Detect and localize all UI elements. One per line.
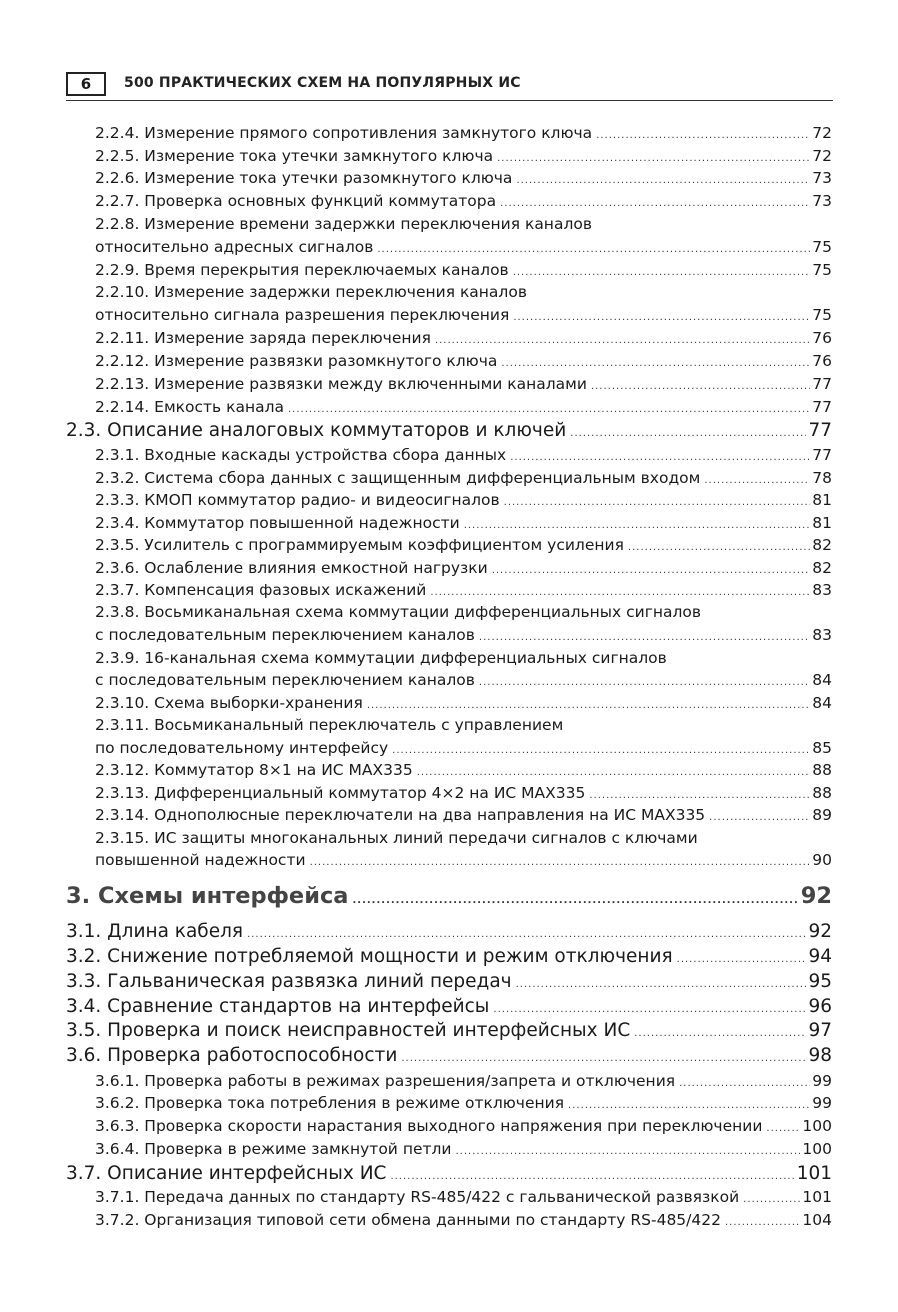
dot-leader	[704, 469, 810, 487]
toc-page-number: 96	[808, 996, 832, 1017]
dot-leader	[497, 147, 810, 165]
toc-page-number: 98	[808, 1045, 832, 1066]
dot-leader	[570, 420, 806, 441]
toc-entry-title: 2.2.6. Измерение тока утечки разомкнутого ключа	[95, 169, 513, 187]
toc-page-number: 72	[812, 124, 832, 142]
dot-leader	[401, 1045, 806, 1066]
toc-page-number: 84	[812, 671, 832, 689]
toc-page-number: 90	[812, 851, 832, 869]
toc-page-number: 77	[808, 420, 832, 441]
dot-leader	[677, 946, 807, 967]
toc-page-number: 76	[812, 352, 832, 370]
dot-leader	[513, 306, 810, 324]
toc-entry-title: 2.3.6. Ослабление влияния емкостной нагрузки	[95, 559, 488, 577]
toc-entry-title: 2.3.4. Коммутатор повышенной надежности	[95, 514, 460, 532]
dot-leader	[479, 626, 810, 644]
toc-section[interactable]	[66, 996, 832, 1017]
toc-subsection[interactable]	[95, 1188, 832, 1206]
toc-entry-first-line: 2.3.11. Восьмиканальный переключатель с управлением	[95, 716, 564, 734]
dot-leader	[456, 1140, 801, 1158]
toc-entry-title: 3.6.3. Проверка скорости нарастания выходного напряжения при переключении	[95, 1117, 763, 1135]
dot-leader	[377, 238, 810, 256]
toc-page-number: 97	[808, 1020, 832, 1041]
toc-page-number: 83	[812, 626, 832, 644]
toc-entry-title: 2.3.12. Коммутатор 8×1 на ИС MAX335	[95, 761, 413, 779]
toc-page-number: 82	[812, 559, 832, 577]
toc-entry-title: относительно сигнала разрешения переключения	[95, 306, 510, 324]
toc-subsection[interactable]	[95, 1094, 832, 1112]
toc-entry-title: 3.6.4. Проверка в режиме замкнутой петли	[95, 1140, 452, 1158]
toc-entry-title: 2.3.13. Дифференциальный коммутатор 4×2 на ИС MAX335	[95, 784, 586, 802]
toc-page-number: 89	[812, 806, 832, 824]
dot-leader	[500, 192, 810, 210]
dot-leader	[479, 671, 810, 689]
toc-subsection[interactable]	[95, 1140, 832, 1158]
toc-subsection[interactable]	[95, 1117, 832, 1135]
toc-page-number: 88	[812, 761, 832, 779]
toc-page-number: 92	[800, 883, 832, 909]
toc-page-number: 75	[812, 261, 832, 279]
toc-page-number: 75	[812, 238, 832, 256]
toc-entry-first-line: 2.3.8. Восьмиканальная схема коммутации дифференциальных сигналов	[95, 603, 702, 621]
dot-leader	[766, 1117, 800, 1135]
toc-entry-title: 3.3. Гальваническая развязка линий передач	[66, 971, 512, 992]
toc-page-number: 83	[812, 581, 832, 599]
toc-subsection[interactable]	[95, 375, 832, 393]
dot-leader	[417, 761, 811, 779]
toc-subsection[interactable]	[95, 806, 832, 824]
dot-leader	[516, 169, 810, 187]
toc-section[interactable]	[66, 946, 832, 967]
toc-page-number: 101	[796, 1163, 832, 1184]
toc-entry-title: 3. Схемы интерфейса	[66, 883, 349, 909]
dot-leader	[464, 514, 811, 532]
toc-subsection[interactable]	[95, 761, 832, 779]
toc-subsection[interactable]	[95, 192, 832, 210]
toc-entry-title: относительно адресных сигналов	[95, 238, 374, 256]
toc-subsection[interactable]	[95, 739, 832, 757]
dot-leader	[492, 559, 811, 577]
dot-leader	[367, 694, 810, 712]
toc-subsection[interactable]	[95, 784, 832, 802]
toc-subsection[interactable]	[95, 446, 832, 464]
toc-subsection[interactable]	[95, 1072, 832, 1090]
toc-subsection[interactable]	[95, 491, 832, 509]
toc-subsection[interactable]	[95, 238, 832, 256]
toc-entry-title: 2.3.2. Система сбора данных с защищенным дифференциальным входом	[95, 469, 701, 487]
running-title: 500 ПРАКТИЧЕСКИХ СХЕМ НА ПОПУЛЯРНЫХ ИС	[124, 75, 521, 91]
toc-entry-title: 3.6.2. Проверка тока потребления в режиме отключения	[95, 1094, 565, 1112]
dot-leader	[247, 921, 806, 942]
toc-page-number: 99	[812, 1094, 832, 1112]
dot-leader	[679, 1072, 810, 1090]
toc-subsection[interactable]	[95, 514, 832, 532]
toc-section[interactable]	[66, 921, 832, 942]
dot-leader	[493, 996, 806, 1017]
toc-subsection[interactable]	[95, 626, 832, 644]
toc-entry-first-line: 2.2.8. Измерение времени задержки переключения каналов	[95, 215, 592, 233]
toc-subsection[interactable]	[95, 1211, 832, 1229]
dot-leader	[568, 1094, 810, 1112]
toc-entry-title: 3.2. Снижение потребляемой мощности и режим отключения	[66, 946, 673, 967]
toc-entry-title: повышенной надежности	[95, 851, 306, 869]
toc-page-number: 73	[812, 192, 832, 210]
toc-page-number: 100	[802, 1140, 832, 1158]
toc-entry-title: 3.7.2. Организация типовой сети обмена данными по стандарту RS-485/422	[95, 1211, 721, 1229]
toc-subsection[interactable]	[95, 581, 832, 599]
toc-page-number: 99	[812, 1072, 832, 1090]
dot-leader	[709, 806, 810, 824]
toc-entry-title: по последовательному интерфейсу	[95, 739, 389, 757]
toc-subsection[interactable]	[95, 851, 832, 869]
dot-leader	[634, 1020, 806, 1041]
toc-entry-first-line: 2.3.9. 16-канальная схема коммутации дифференциальных сигналов	[95, 649, 667, 667]
page-number: 6	[66, 72, 106, 96]
toc-subsection[interactable]	[95, 536, 832, 554]
toc-page-number: 85	[812, 739, 832, 757]
dot-leader	[591, 375, 810, 393]
dot-leader	[390, 1163, 794, 1184]
toc-page-number: 76	[812, 329, 832, 347]
toc-page-number: 81	[812, 514, 832, 532]
toc-entry-title: 2.3.3. КМОП коммутатор радио- и видеосигналов	[95, 491, 500, 509]
toc-entry-title: 2.2.13. Измерение развязки между включенными каналами	[95, 375, 587, 393]
toc-subsection[interactable]	[95, 124, 832, 142]
toc-page-number: 78	[812, 469, 832, 487]
toc-section[interactable]	[66, 971, 832, 992]
toc-page-number: 88	[812, 784, 832, 802]
toc-entry-first-line: 2.2.10. Измерение задержки переключения каналов	[95, 283, 527, 301]
toc-subsection[interactable]	[95, 694, 832, 712]
dot-leader	[743, 1188, 800, 1206]
dot-leader	[513, 261, 811, 279]
toc-entry-title: 3.7. Описание интерфейсных ИС	[66, 1163, 387, 1184]
toc-subsection[interactable]	[95, 559, 832, 577]
toc-page-number: 92	[808, 921, 832, 942]
toc-entry-title: 2.3.10. Схема выборки-хранения	[95, 694, 363, 712]
toc-entry-title: 2.2.11. Измерение заряда переключения	[95, 329, 431, 347]
dot-leader	[516, 971, 807, 992]
toc-entry-title: 2.3.5. Усилитель с программируемым коэффициентом усиления	[95, 536, 624, 554]
toc-chapter[interactable]	[66, 883, 832, 909]
toc-entry-title: 2.3.14. Однополюсные переключатели на два направления на ИС MAX335	[95, 806, 706, 824]
toc-page-number: 94	[808, 946, 832, 967]
dot-leader	[435, 329, 810, 347]
toc-entry-title: 3.6. Проверка работоспособности	[66, 1045, 398, 1066]
toc-page-number: 95	[808, 971, 832, 992]
toc-section[interactable]	[66, 1045, 832, 1066]
dot-leader	[288, 398, 810, 416]
dot-leader	[310, 851, 811, 869]
toc-subsection[interactable]	[95, 469, 832, 487]
dot-leader	[504, 491, 811, 509]
toc-page-number: 72	[812, 147, 832, 165]
toc-entry-title: 2.3. Описание аналоговых коммутаторов и ключей	[66, 420, 567, 441]
dot-leader	[628, 536, 810, 554]
toc-entry-title: 2.2.12. Измерение развязки разомкнутого ключа	[95, 352, 498, 370]
dot-leader	[589, 784, 810, 802]
dot-leader	[501, 352, 810, 370]
toc-subsection[interactable]	[95, 169, 832, 187]
toc-entry-title: 2.2.7. Проверка основных функций коммутатора	[95, 192, 497, 210]
toc-entry-title: 2.2.4. Измерение прямого сопротивления замкнутого ключа	[95, 124, 593, 142]
dot-leader	[352, 883, 798, 909]
toc-entry-title: 3.4. Сравнение стандартов на интерфейсы	[66, 996, 490, 1017]
toc-section[interactable]	[66, 420, 832, 441]
toc-entry-title: с последовательным переключением каналов	[95, 671, 475, 689]
toc-subsection[interactable]	[95, 352, 832, 370]
toc-section[interactable]	[66, 1163, 832, 1184]
toc-entry-title: 2.3.1. Входные каскады устройства сбора данных	[95, 446, 507, 464]
toc-entry-title: 3.1. Длина кабеля	[66, 921, 244, 942]
toc-section[interactable]	[66, 1020, 832, 1041]
toc-entry-title: 2.2.9. Время перекрытия переключаемых каналов	[95, 261, 509, 279]
toc-page-number: 82	[812, 536, 832, 554]
toc-page-number: 104	[802, 1211, 832, 1229]
toc-subsection[interactable]	[95, 306, 832, 324]
toc-subsection[interactable]	[95, 671, 832, 689]
toc-page-number: 81	[812, 491, 832, 509]
toc-page-number: 73	[812, 169, 832, 187]
dot-leader	[725, 1211, 800, 1229]
toc-entry-title: 2.2.5. Измерение тока утечки замкнутого ключа	[95, 147, 494, 165]
toc-entry-title: 3.5. Проверка и поиск неисправностей интерфейсных ИС	[66, 1020, 631, 1041]
toc-page-number: 77	[812, 446, 832, 464]
dot-leader	[596, 124, 810, 142]
page-header	[66, 72, 833, 101]
toc-entry-title: 2.3.7. Компенсация фазовых искажений	[95, 581, 427, 599]
toc-subsection[interactable]	[95, 329, 832, 347]
toc-subsection[interactable]	[95, 261, 832, 279]
toc-page-number: 77	[812, 375, 832, 393]
toc-page-number: 77	[812, 398, 832, 416]
toc-entry-title: с последовательным переключением каналов	[95, 626, 475, 644]
toc-entry-title: 3.7.1. Передача данных по стандарту RS-485/422 с гальванической развязкой	[95, 1188, 740, 1206]
toc-page-number: 100	[802, 1117, 832, 1135]
dot-leader	[430, 581, 810, 599]
toc-page-number: 84	[812, 694, 832, 712]
toc-entry-title: 3.6.1. Проверка работы в режимах разрешения/запрета и отключения	[95, 1072, 676, 1090]
toc-entry-first-line: 2.3.15. ИС защиты многоканальных линий передачи сигналов с ключами	[95, 829, 698, 847]
toc-page-number: 75	[812, 306, 832, 324]
toc-entry-title: 2.2.14. Емкость канала	[95, 398, 284, 416]
toc-subsection[interactable]	[95, 147, 832, 165]
toc-page-number: 101	[802, 1188, 832, 1206]
toc-subsection[interactable]	[95, 398, 832, 416]
dot-leader	[392, 739, 810, 757]
dot-leader	[510, 446, 810, 464]
